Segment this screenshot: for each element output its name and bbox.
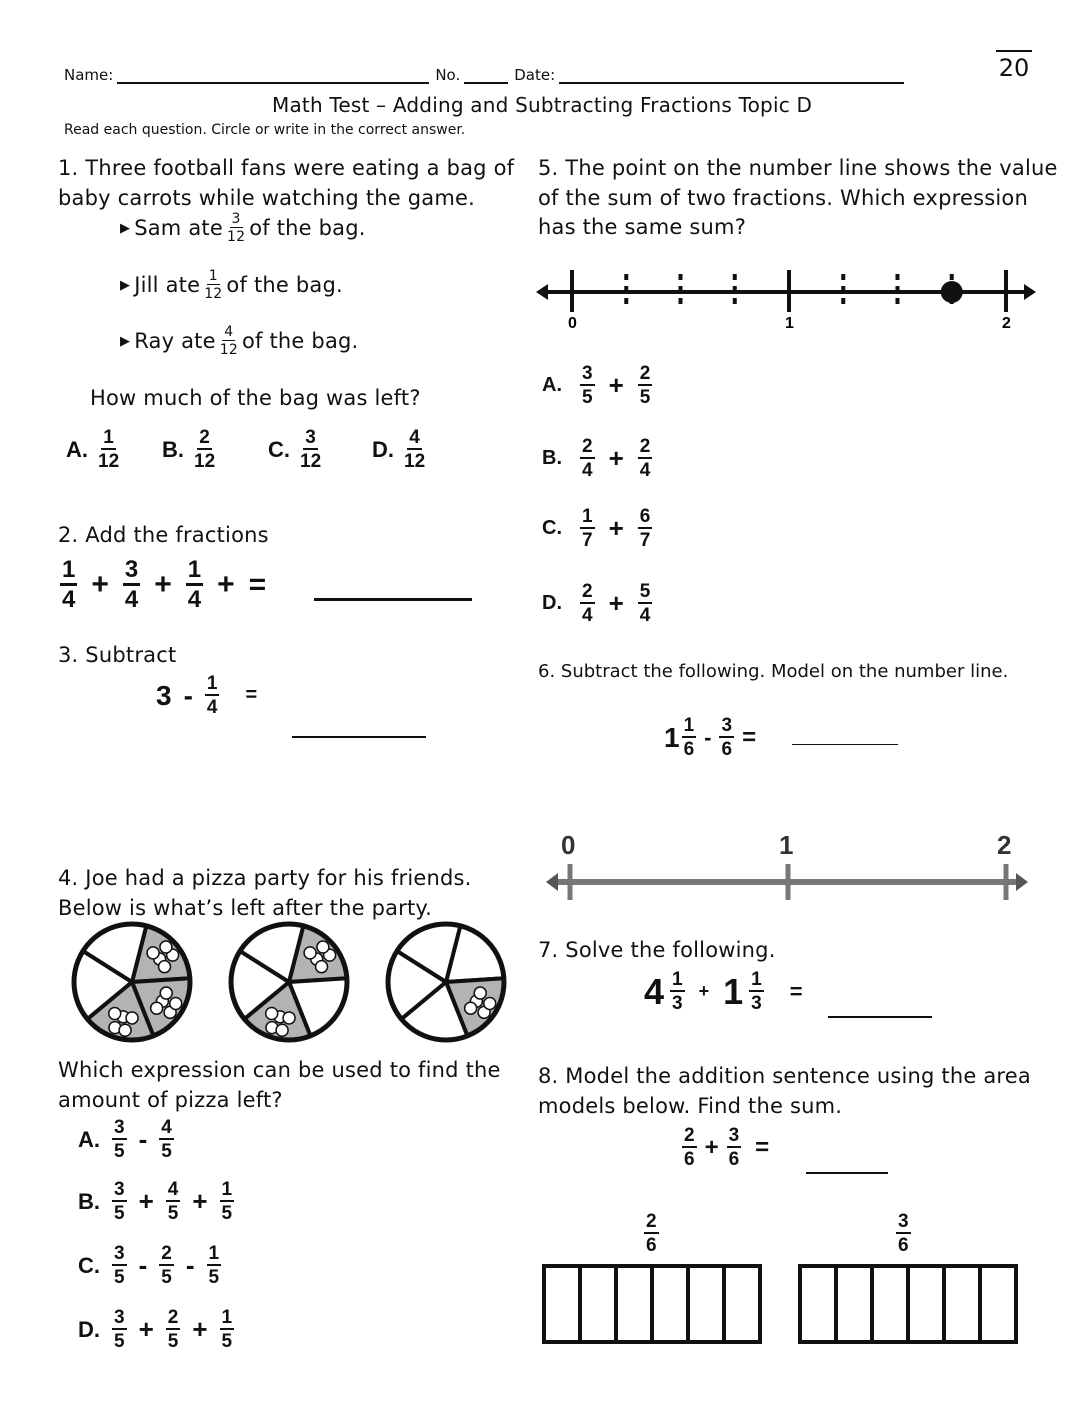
whole-number: 3 bbox=[156, 679, 172, 711]
q5-prompt-line2: of the sum of two fractions. Which expression bbox=[538, 186, 1028, 210]
fraction: $\frac{4}{12}$ bbox=[404, 427, 426, 472]
area-model-a-label: $\frac{2}{6}$ bbox=[646, 1211, 657, 1256]
score-out-of: 20 bbox=[998, 54, 1030, 82]
no-label: No. bbox=[435, 66, 461, 84]
whole-number: 4 bbox=[644, 970, 665, 1012]
fraction: $\frac{2}{5}$ bbox=[161, 1243, 172, 1288]
topping bbox=[159, 961, 171, 973]
arrow-left-icon bbox=[536, 284, 548, 300]
equals-sign: = bbox=[245, 684, 258, 706]
fraction: $\frac{4}{12}$ bbox=[219, 324, 238, 358]
fraction: $\frac{1}{4}$ bbox=[62, 556, 76, 613]
option-letter: A. bbox=[542, 374, 562, 396]
option-letter: C. bbox=[78, 1252, 100, 1278]
number-line-label: 1 bbox=[785, 315, 794, 332]
fraction: $\frac{1}{7}$ bbox=[582, 506, 593, 551]
area-model bbox=[544, 1266, 760, 1342]
q1-option-d[interactable] bbox=[372, 428, 425, 471]
plus-sign: + bbox=[704, 1133, 719, 1161]
minus-sign: - bbox=[185, 1250, 195, 1280]
option-letter: D. bbox=[372, 436, 394, 462]
bullet-text: of the bag. bbox=[241, 329, 359, 353]
option-letter: B. bbox=[78, 1188, 100, 1214]
fraction: $\frac{1}{4}$ bbox=[206, 673, 218, 718]
topping bbox=[283, 1012, 295, 1024]
minus-sign: - bbox=[704, 724, 712, 750]
page-title: Math Test – Adding and Subtracting Fractions Topic D bbox=[272, 93, 813, 117]
topping bbox=[304, 947, 316, 959]
bullet-text: of the bag. bbox=[249, 216, 366, 240]
fraction: $\frac{2}{4}$ bbox=[639, 436, 651, 481]
q1-prompt-line1: 1. Three football fans were eating a bag of bbox=[58, 156, 515, 180]
fraction: $\frac{1}{5}$ bbox=[208, 1243, 220, 1288]
option-letter: D. bbox=[78, 1316, 100, 1342]
number-line-label: 2 bbox=[1002, 315, 1011, 332]
q1-bullet bbox=[120, 269, 343, 301]
fraction: $\frac{2}{6}$ bbox=[684, 1125, 695, 1170]
q4-question-line1: Which expression can be used to find the bbox=[58, 1058, 501, 1082]
area-model bbox=[800, 1266, 1016, 1342]
equals-sign: = bbox=[742, 723, 757, 751]
equals-sign: = bbox=[248, 568, 267, 601]
date-label: Date: bbox=[514, 66, 556, 84]
bullet-text: Sam ate bbox=[134, 216, 223, 240]
plus-sign: + bbox=[608, 513, 624, 543]
q4-prompt-line1: 4. Joe had a pizza party for his friends. bbox=[58, 866, 472, 890]
q4-question-line2: amount of pizza left? bbox=[58, 1088, 283, 1112]
q4-option-a[interactable] bbox=[78, 1118, 174, 1161]
q3-answer-blank[interactable] bbox=[292, 736, 426, 738]
q4-option-b[interactable] bbox=[78, 1180, 234, 1223]
plus-sign: + bbox=[217, 568, 235, 601]
q2-prompt: 2. Add the fractions bbox=[58, 523, 269, 547]
q2-answer-blank[interactable] bbox=[314, 598, 472, 601]
q1-option-b[interactable] bbox=[162, 428, 215, 471]
q7-answer-blank[interactable] bbox=[828, 1016, 932, 1018]
triangle-bullet-icon: ▶ bbox=[120, 333, 131, 349]
topping bbox=[147, 947, 159, 959]
fraction: $\frac{3}{5}$ bbox=[582, 363, 593, 408]
arrow-left-icon bbox=[546, 873, 558, 891]
q1-bullet bbox=[120, 325, 358, 357]
option-letter: B. bbox=[542, 447, 562, 469]
q5-option-a[interactable] bbox=[542, 364, 652, 407]
triangle-bullet-icon: ▶ bbox=[120, 277, 131, 293]
fraction: $\frac{1}{5}$ bbox=[221, 1179, 233, 1224]
minus-sign: - bbox=[138, 1124, 148, 1154]
number-line-label: 1 bbox=[779, 830, 794, 860]
plus-sign: + bbox=[608, 370, 624, 400]
plus-sign: + bbox=[698, 981, 710, 1001]
topping bbox=[484, 997, 496, 1009]
topping bbox=[170, 997, 182, 1009]
arrow-right-icon bbox=[1016, 873, 1028, 891]
plus-sign: + bbox=[192, 1186, 208, 1216]
fraction: $\frac{3}{6}$ bbox=[728, 1125, 740, 1170]
no-field[interactable] bbox=[464, 82, 508, 84]
q5-prompt-line1: 5. The point on the number line shows the value bbox=[538, 156, 1058, 180]
fraction: $\frac{3}{12}$ bbox=[300, 427, 322, 472]
plus-sign: + bbox=[91, 568, 109, 601]
name-line bbox=[64, 66, 934, 84]
minus-sign: - bbox=[138, 1250, 148, 1280]
topping bbox=[276, 1024, 288, 1036]
fraction: $\frac{3}{5}$ bbox=[114, 1179, 125, 1224]
bullet-text: Jill ate bbox=[134, 273, 201, 297]
fraction: $\frac{3}{4}$ bbox=[124, 556, 139, 613]
q1-question: How much of the bag was left? bbox=[90, 386, 421, 410]
fraction: $\frac{5}{4}$ bbox=[639, 581, 651, 626]
fraction: $\frac{1}{5}$ bbox=[221, 1307, 233, 1352]
q3-prompt: 3. Subtract bbox=[58, 643, 177, 667]
q5-option-c[interactable] bbox=[542, 507, 652, 550]
plus-sign: + bbox=[154, 568, 172, 601]
q1-option-a[interactable] bbox=[66, 428, 119, 471]
q5-prompt-line3: has the same sum? bbox=[538, 215, 747, 239]
plus-sign: + bbox=[608, 443, 624, 473]
fraction: $\frac{1}{12}$ bbox=[204, 268, 223, 302]
whole-number: 1 bbox=[664, 721, 680, 753]
fraction: $\frac{3}{5}$ bbox=[114, 1307, 125, 1352]
fraction: $\frac{3}{5}$ bbox=[114, 1243, 125, 1288]
fraction: $\frac{2}{5}$ bbox=[167, 1307, 179, 1352]
number-line-label: 0 bbox=[561, 830, 576, 860]
fraction: $\frac{3}{6}$ bbox=[721, 715, 733, 760]
topping bbox=[317, 941, 329, 953]
option-letter: D. bbox=[542, 592, 562, 614]
topping bbox=[126, 1012, 138, 1024]
topping bbox=[316, 961, 328, 973]
fraction: $\frac{1}{12}$ bbox=[98, 427, 120, 472]
q4-option-c[interactable] bbox=[78, 1244, 221, 1287]
option-letter: A. bbox=[78, 1126, 100, 1152]
equals-sign: = bbox=[789, 978, 803, 1004]
topping bbox=[266, 1008, 278, 1020]
score-box bbox=[996, 44, 1032, 82]
q6-answer-blank[interactable] bbox=[792, 744, 898, 745]
plus-sign: + bbox=[608, 588, 624, 618]
q6-number-line bbox=[544, 828, 1034, 908]
q7-prompt: 7. Solve the following. bbox=[538, 938, 776, 962]
q1-prompt-line2: baby carrots while watching the game. bbox=[58, 186, 476, 210]
q6-prompt: 6. Subtract the following. Model on the number line. bbox=[538, 661, 1009, 682]
fraction: $\frac{4}{5}$ bbox=[161, 1117, 172, 1162]
topping bbox=[160, 941, 172, 953]
q4-prompt-line2: Below is what’s left after the party. bbox=[58, 896, 432, 920]
pizza bbox=[74, 924, 190, 1040]
fraction: $\frac{1}{6}$ bbox=[683, 715, 695, 760]
minus-sign: - bbox=[183, 679, 193, 711]
pizza-diagrams bbox=[66, 922, 516, 1042]
fraction: $\frac{4}{5}$ bbox=[167, 1179, 179, 1224]
name-field[interactable] bbox=[117, 82, 429, 84]
topping bbox=[160, 987, 172, 999]
fraction: $\frac{6}{7}$ bbox=[639, 506, 651, 551]
fraction: $\frac{1}{3}$ bbox=[672, 969, 683, 1014]
area-models bbox=[540, 1262, 1030, 1352]
fraction: $\frac{1}{4}$ bbox=[187, 556, 202, 613]
q1-bullet bbox=[120, 212, 366, 244]
pizza bbox=[388, 924, 504, 1040]
q8-prompt-line2: models below. Find the sum. bbox=[538, 1094, 843, 1118]
instructions: Read each question. Circle or write in the correct answer. bbox=[64, 122, 466, 138]
topping bbox=[474, 987, 486, 999]
topping bbox=[465, 1002, 477, 1014]
fraction: $\frac{3}{12}$ bbox=[226, 211, 246, 245]
number-line-label: 0 bbox=[568, 315, 577, 332]
q4-option-d[interactable] bbox=[78, 1308, 234, 1351]
q8-expression bbox=[682, 1126, 769, 1169]
fraction: $\frac{2}{4}$ bbox=[582, 581, 593, 626]
number-line-point bbox=[941, 281, 963, 303]
name-label: Name: bbox=[64, 66, 114, 84]
q3-expression bbox=[156, 674, 257, 717]
q1-option-c[interactable] bbox=[268, 428, 321, 471]
arrow-right-icon bbox=[1024, 284, 1036, 300]
option-letter: C. bbox=[268, 436, 290, 462]
plus-sign: + bbox=[138, 1186, 154, 1216]
q6-expression bbox=[664, 716, 756, 759]
triangle-bullet-icon: ▶ bbox=[120, 220, 131, 236]
pizza bbox=[231, 924, 347, 1040]
q8-answer-blank[interactable] bbox=[806, 1172, 888, 1174]
plus-sign: + bbox=[192, 1314, 208, 1344]
q5-number-line bbox=[534, 262, 1044, 332]
bullet-text: of the bag. bbox=[226, 273, 343, 297]
plus-sign: + bbox=[138, 1314, 154, 1344]
topping bbox=[151, 1002, 163, 1014]
option-letter: C. bbox=[542, 517, 562, 539]
number-line-label: 2 bbox=[997, 830, 1012, 860]
q7-expression bbox=[644, 970, 803, 1013]
area-model-b-label: $\frac{3}{6}$ bbox=[898, 1211, 909, 1256]
q5-option-b[interactable] bbox=[542, 437, 652, 480]
topping bbox=[109, 1008, 121, 1020]
score-field[interactable] bbox=[996, 44, 1032, 52]
q5-option-d[interactable] bbox=[542, 582, 652, 625]
fraction: $\frac{2}{12}$ bbox=[194, 427, 216, 472]
topping bbox=[119, 1024, 131, 1036]
option-letter: B. bbox=[162, 436, 184, 462]
fraction: $\frac{2}{4}$ bbox=[582, 436, 593, 481]
date-field[interactable] bbox=[559, 82, 904, 84]
whole-number: 1 bbox=[723, 970, 744, 1012]
q2-expression bbox=[60, 558, 266, 612]
q8-prompt-line1: 8. Model the addition sentence using the area bbox=[538, 1064, 1031, 1088]
equals-sign: = bbox=[755, 1133, 770, 1161]
fraction: $\frac{1}{3}$ bbox=[751, 969, 762, 1014]
bullet-text: Ray ate bbox=[134, 329, 216, 353]
fraction: $\frac{2}{5}$ bbox=[639, 363, 651, 408]
option-letter: A. bbox=[66, 436, 88, 462]
fraction: $\frac{3}{5}$ bbox=[114, 1117, 125, 1162]
